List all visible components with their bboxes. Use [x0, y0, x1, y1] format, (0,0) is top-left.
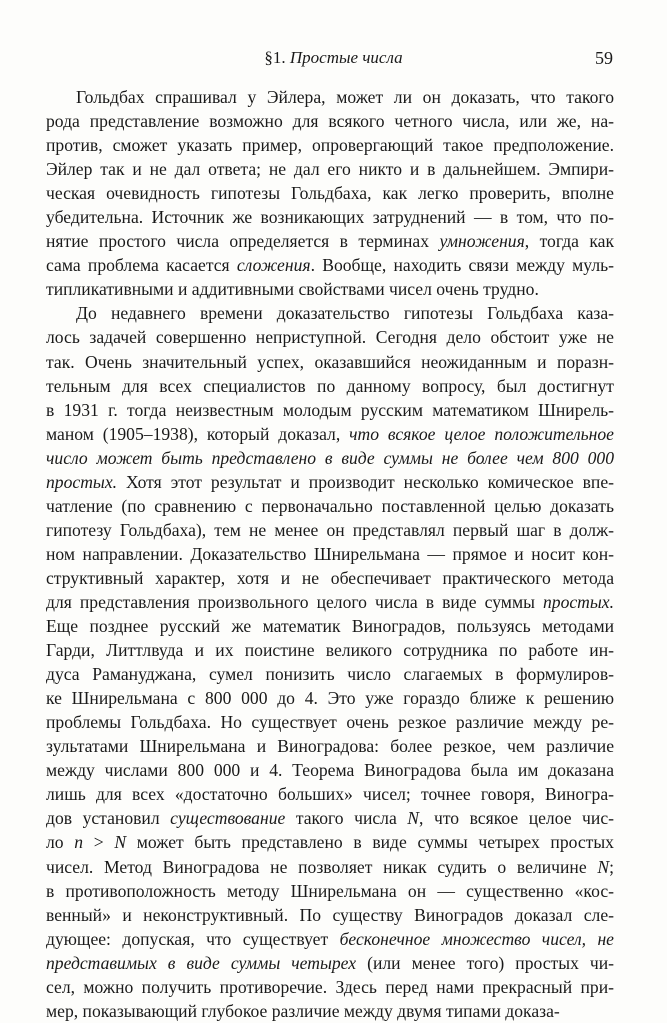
text-line: сел, можно получить противоречие. Здесь перед нами прекрасный при-	[46, 976, 614, 997]
text-line: ло n > N может быть представлено в виде суммы четырех простых	[46, 832, 614, 853]
text-line: гипотезу Гольдбаха), тем не менее он представлял первый шаг в долж-	[46, 519, 614, 540]
text-line: типликативными и аддитивными свойствами чисел очень трудно.	[46, 279, 539, 300]
text-line: ном направлении. Доказательство Шнирельмана — прямое и носит кон-	[46, 543, 614, 564]
text-line: чатление (по сравнению с первоначально поставленной целью доказать	[46, 495, 614, 516]
text-line: рода представление возможно для всякого четного числа, или же, на-	[46, 111, 614, 132]
text-line: сама проблема касается сложения. Вообще, находить связи между муль-	[46, 255, 614, 276]
text-line: структивный характер, хотя и не обеспечивает практического метода	[46, 567, 614, 588]
text-line: чисел. Метод Виноградова не позволяет никак судить о величине N;	[46, 856, 614, 877]
text-line: ке Шнирельмана с 800 000 до 4. Это уже гораздо ближе к решению	[46, 688, 614, 709]
text-line: мер, показывающий глубокое различие между двумя типами доказа-	[46, 1000, 560, 1021]
text-line: зультатами Шнирельмана и Виноградова: более резкое, чем различие	[46, 736, 614, 757]
text-line: против, сможет указать пример, опровергающий такое предположение.	[46, 135, 614, 156]
text-line: проблемы Гольдбаха. Но существует очень резкое различие между ре-	[46, 712, 614, 733]
text-line: нятие простого числа определяется в терминах умножения, тогда как	[46, 231, 615, 252]
text-line: До недавнего времени доказательство гипотезы Гольдбаха каза-	[76, 303, 614, 324]
page-number: 59	[595, 48, 613, 68]
text-line: Гарди, Литтлвуда и их поистине великого сотрудника по работе ин-	[46, 640, 614, 661]
paragraph-2	[46, 301, 614, 1022]
text-line: Еще позднее русский же математик Виноградов, пользуясь методами	[46, 616, 614, 637]
text-line: дующее: допуская, что существует бесконечное множество чисел, не	[46, 928, 614, 949]
text-line: дуса Рамануджана, сумел понизить число слагаемых в формулиров-	[46, 664, 614, 685]
text-line: так. Очень значительный успех, оказавшийся неожиданным и поразн-	[46, 351, 614, 372]
text-line: лишь для всех «достаточно больших» чисел; точнее говоря, Виногра-	[46, 784, 614, 805]
running-head	[0, 44, 667, 72]
text-line: тельным для всех специалистов по данному вопросу, был достигнут	[46, 375, 614, 396]
text-line: Гольдбах спрашивал у Эйлера, может ли он доказать, что такого	[76, 87, 614, 107]
section-mark: §1.	[264, 48, 286, 67]
text-line: представимых в виде суммы четырех (или менее того) простых чи-	[46, 952, 615, 973]
text-line: в 1931 г. тогда неизвестным молодым русским математиком Шнирель-	[46, 399, 614, 420]
paragraph-1	[46, 85, 614, 301]
text-line: между числами 800 000 и 4. Теорема Виноградова была им доказана	[46, 760, 614, 781]
text-line: число может быть представлено в виде суммы не более чем 800 000	[46, 447, 614, 468]
running-title: Простые числа	[289, 48, 403, 67]
text-line: дов установил существование такого числа N, что всякое целое чис-	[46, 808, 614, 829]
text-line: венный» и неконструктивный. По существу Виноградов доказал сле-	[46, 904, 614, 925]
page-body	[46, 85, 614, 1023]
text-line: Эйлер так и не дал ответа; не дал его никто и в дальнейшем. Эмпири-	[46, 159, 614, 180]
text-line: в противоположность методу Шнирельмана он — существенно «кос-	[46, 880, 614, 901]
text-line: простых. Хотя этот результат и производит несколько комическое впе-	[46, 471, 614, 492]
text-line: для представления произвольного целого числа в виде суммы простых.	[46, 591, 614, 612]
text-line: маном (1905–1938), который доказал, что всякое целое положительное	[46, 423, 614, 444]
page-header	[0, 44, 667, 72]
text-line: ческая очевидность гипотезы Гольдбаха, как легко проверить, вполне	[46, 183, 614, 204]
text-line: убедительна. Источник же возникающих затруднений — в том, что по-	[46, 207, 614, 228]
text-line: лось задачей совершенно неприступной. Сегодня дело обстоит уже не	[46, 327, 614, 348]
